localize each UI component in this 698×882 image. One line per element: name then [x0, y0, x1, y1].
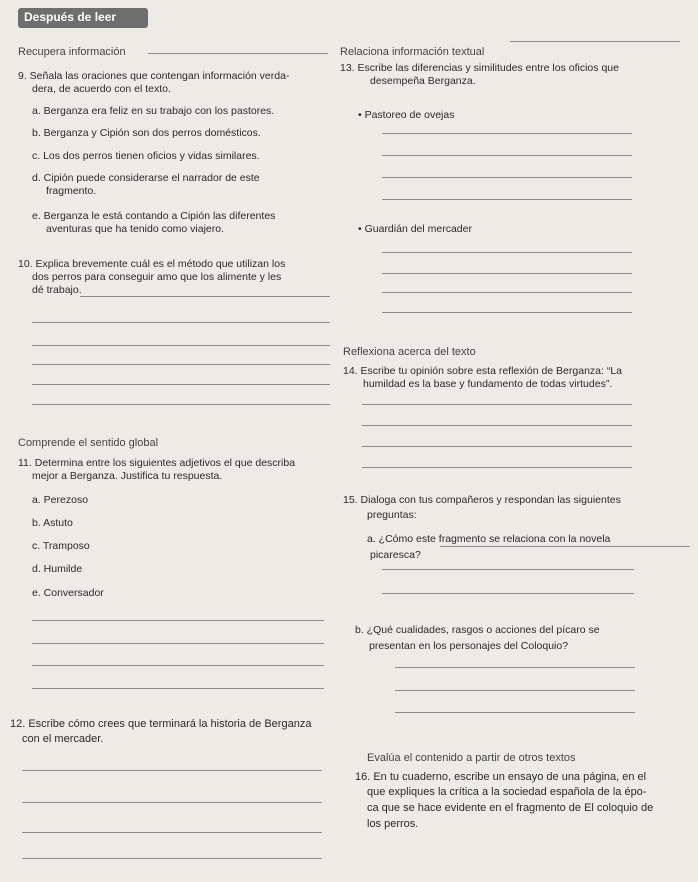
- answer-line[interactable]: [395, 712, 635, 713]
- answer-line[interactable]: [395, 690, 635, 691]
- answer-line[interactable]: [22, 858, 322, 859]
- section-heading-reflexiona: Reflexiona acerca del texto: [343, 346, 476, 358]
- heading-rule: [510, 41, 680, 42]
- answer-line[interactable]: [382, 177, 632, 178]
- q9-option-e: e. Berganza le está contando a Cipión las diferentes: [32, 210, 276, 222]
- question-15-line1: 15. Dialoga con tus compañeros y respondan las siguientes: [343, 494, 621, 506]
- question-13-line2: desempeña Berganza.: [370, 75, 476, 87]
- q11-option-b: b. Astuto: [32, 517, 73, 529]
- question-16-line2: que expliques la crítica a la sociedad española de la épo-: [367, 786, 647, 798]
- answer-line[interactable]: [362, 404, 632, 405]
- question-15-line2: preguntas:: [367, 509, 417, 521]
- answer-line[interactable]: [382, 593, 634, 594]
- answer-line[interactable]: [382, 292, 632, 293]
- answer-line[interactable]: [362, 467, 632, 468]
- answer-line[interactable]: [22, 832, 322, 833]
- answer-line[interactable]: [32, 665, 324, 666]
- answer-line[interactable]: [440, 546, 690, 547]
- question-15b-line1: b. ¿Qué cualidades, rasgos o acciones del pícaro se: [355, 624, 600, 636]
- question-14-line2: humildad es la base y fundamento de todas virtudes”.: [363, 378, 613, 390]
- answer-line[interactable]: [80, 296, 330, 297]
- question-13-line1: 13. Escribe las diferencias y similitudes entre los oficios que: [340, 62, 619, 74]
- q9-option-b: b. Berganza y Cipión son dos perros domésticos.: [32, 127, 261, 139]
- answer-line[interactable]: [382, 312, 632, 313]
- answer-line[interactable]: [382, 273, 632, 274]
- banner-title: Después de leer: [24, 10, 117, 24]
- answer-line[interactable]: [362, 446, 632, 447]
- question-9-line2: dera, de acuerdo con el texto.: [32, 83, 171, 95]
- answer-line[interactable]: [382, 133, 632, 134]
- question-10-line2: dos perros para conseguir amo que los alimente y les: [32, 271, 282, 283]
- q11-option-c: c. Tramposo: [32, 540, 90, 552]
- section-heading-recupera: Recupera información: [18, 46, 126, 58]
- section-heading-evalua: Evalúa el contenido a partir de otros textos: [367, 752, 576, 764]
- question-16-line1: 16. En tu cuaderno, escribe un ensayo de una página, en el: [355, 771, 647, 783]
- section-heading-relaciona: Relaciona información textual: [340, 46, 485, 58]
- answer-line[interactable]: [362, 425, 632, 426]
- question-15a-line2: picaresca?: [370, 549, 421, 561]
- question-16-line4: los perros.: [367, 818, 419, 830]
- answer-line[interactable]: [22, 802, 322, 803]
- question-12-line1: 12. Escribe cómo crees que terminará la historia de Berganza: [10, 718, 312, 730]
- question-10-line1: 10. Explica brevemente cuál es el método que utilizan los: [18, 258, 286, 270]
- answer-line[interactable]: [32, 620, 324, 621]
- question-9-line1: 9. Señala las oraciones que contengan información verda-: [18, 70, 290, 82]
- answer-line[interactable]: [395, 667, 635, 668]
- answer-line[interactable]: [382, 155, 632, 156]
- q11-option-e: e. Conversador: [32, 587, 104, 599]
- q9-option-d: d. Cipión puede considerarse el narrador de este: [32, 172, 260, 184]
- section-banner: [18, 8, 148, 28]
- question-16-line3: ca que se hace evidente en el fragmento de El coloquio de: [367, 802, 654, 814]
- question-11-line1: 11. Determina entre los siguientes adjetivos el que describa: [18, 457, 296, 469]
- answer-line[interactable]: [32, 384, 330, 385]
- q9-option-c: c. Los dos perros tienen oficios y vidas similares.: [32, 150, 260, 162]
- answer-line[interactable]: [32, 345, 330, 346]
- answer-line[interactable]: [32, 364, 330, 365]
- q11-option-a: a. Perezoso: [32, 494, 89, 506]
- question-15a-line1: a. ¿Cómo este fragmento se relaciona con la novela: [367, 533, 611, 545]
- answer-line[interactable]: [382, 252, 632, 253]
- question-15b-line2: presentan en los personajes del Coloquio?: [369, 640, 569, 652]
- bullet-pastoreo: • Pastoreo de ovejas: [358, 109, 455, 122]
- answer-line[interactable]: [32, 688, 324, 689]
- question-14-line1: 14. Escribe tu opinión sobre esta reflexión de Berganza: “La: [343, 365, 623, 377]
- q9-option-e-cont: aventuras que ha tenido como viajero.: [46, 223, 225, 235]
- heading-rule: [148, 53, 328, 54]
- answer-line[interactable]: [22, 770, 322, 771]
- bullet-guardian: • Guardián del mercader: [358, 223, 472, 236]
- q11-option-d: d. Humilde: [32, 563, 83, 575]
- question-12-line2: con el mercader.: [22, 733, 104, 745]
- question-11-line2: mejor a Berganza. Justifica tu respuesta.: [32, 470, 223, 482]
- answer-line[interactable]: [32, 404, 330, 405]
- question-10-line3: dé trabajo.: [32, 284, 82, 296]
- section-heading-comprende: Comprende el sentido global: [18, 437, 159, 449]
- q9-option-a: a. Berganza era feliz en su trabajo con los pastores.: [32, 105, 275, 117]
- answer-line[interactable]: [382, 199, 632, 200]
- answer-line[interactable]: [382, 569, 634, 570]
- answer-line[interactable]: [32, 322, 330, 323]
- answer-line[interactable]: [32, 643, 324, 644]
- q9-option-d-cont: fragmento.: [46, 185, 97, 197]
